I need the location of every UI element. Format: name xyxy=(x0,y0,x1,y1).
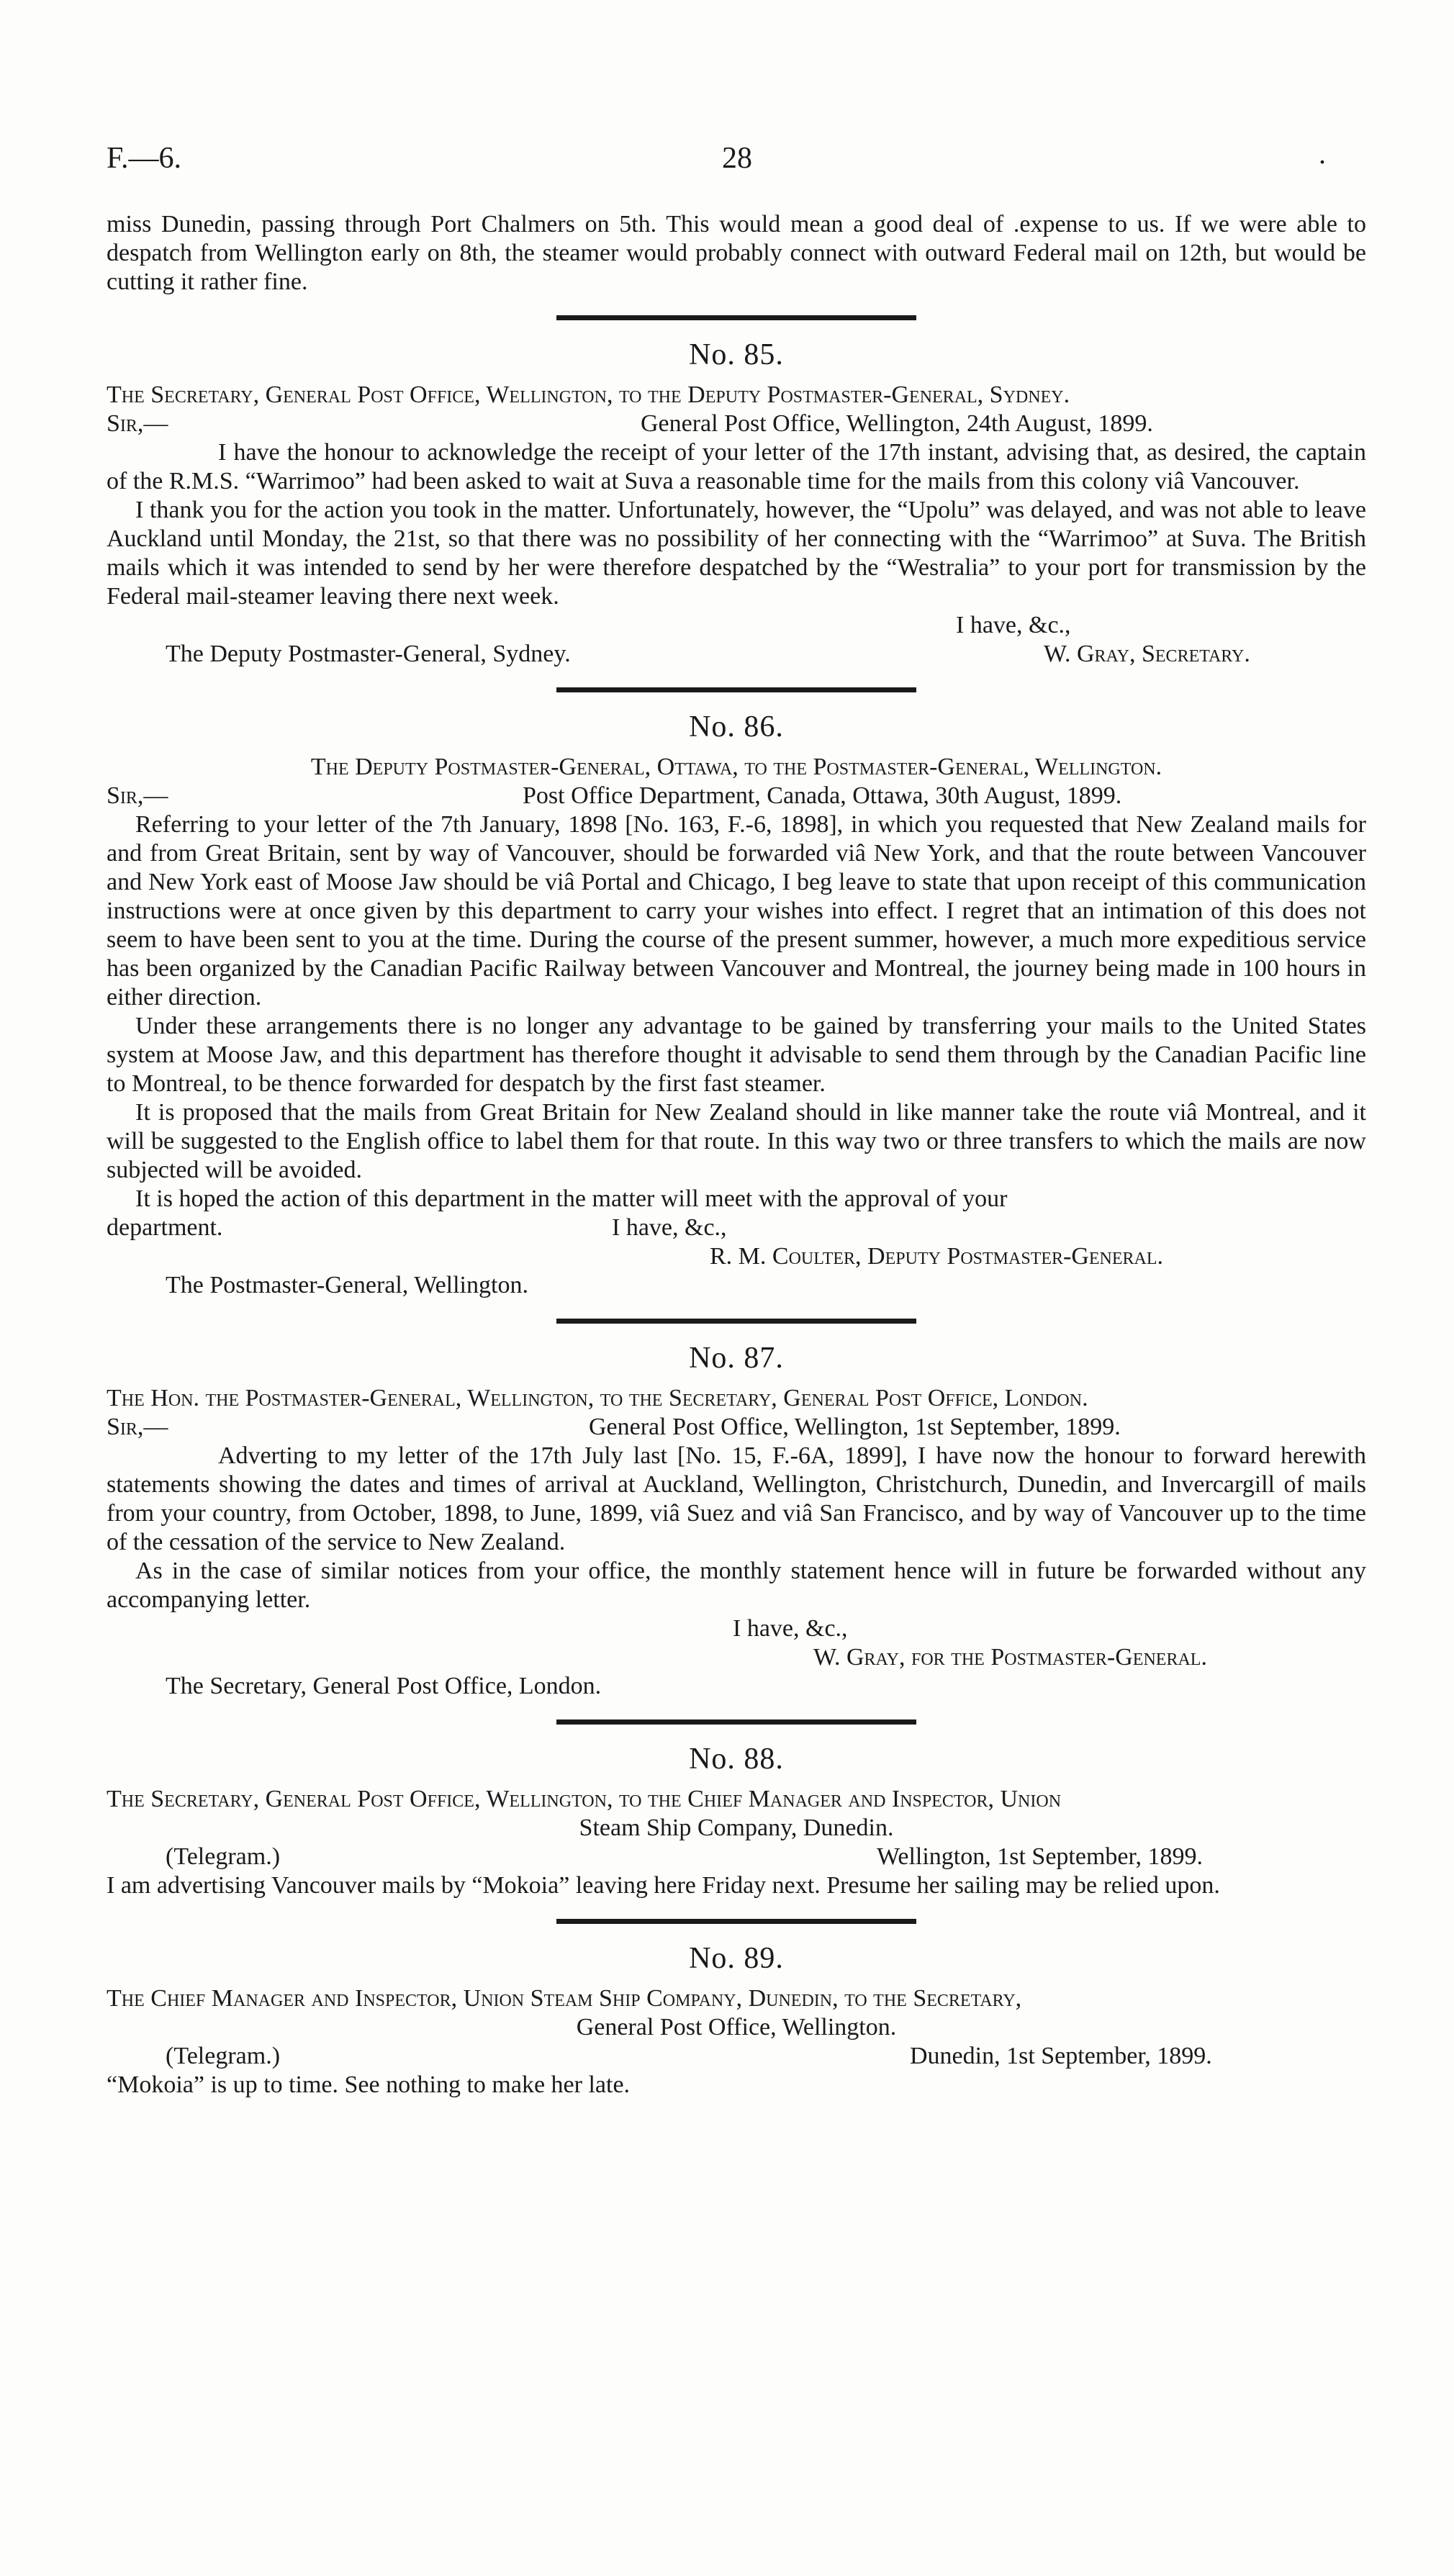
paragraph: Referring to your letter of the 7th January, 1898 [No. 163, F.-6, 1898], in which you requested that New Zealand mails for and from Great Britain, sent by way of Vancouver, should be forwarded viâ New York, and that the route between Vancouver and New York east of Moose Jaw should be viâ Portal and Chicago, I beg leave to state that upon receipt of this communication instructions were at once given by this department to carry your wishes into effect. I regret that an intimation of this does not seem to have been sent to you at the time. During the course of the present summer, however, a much more expeditious service has been organized by the Canadian Pacific Railway between Vancouver and Montreal, the journey being made in 100 hours in either direction. xyxy=(107,811,1366,1011)
telegram-body: I am advertising Vancouver mails by “Mokoia” leaving here Friday next. Presume her sailing may be relied upon. xyxy=(107,1872,1220,1899)
salutation-row xyxy=(107,1413,1366,1442)
letter-number: No. 85. xyxy=(689,338,784,371)
telegram-row xyxy=(107,1843,1366,1871)
recipient: The Secretary, General Post Office, London. xyxy=(166,1673,602,1699)
paragraph: It is hoped the action of this department in the matter will meet with the approval of your xyxy=(135,1185,1008,1212)
signature: W. Gray, for the Postmaster-General. xyxy=(813,1644,1207,1671)
place-date: General Post Office, Wellington, 1st September, 1899. xyxy=(589,1414,1121,1440)
letter-address: The Secretary, General Post Office, Wellington, to the Chief Manager and Inspector, Union xyxy=(107,1786,1062,1812)
closing: I have, &c., xyxy=(956,612,1071,638)
letter-87 xyxy=(107,1341,1366,1701)
telegram-88 xyxy=(107,1742,1366,1900)
letter-address: The Secretary, General Post Office, Wellington, to the Deputy Postmaster-General, Sydney. xyxy=(107,381,1070,408)
letter-number: No. 86. xyxy=(689,710,784,744)
letter-address: The Deputy Postmaster-General, Ottawa, to the Postmaster-General, Wellington. xyxy=(310,754,1162,780)
closing-row xyxy=(107,1214,1366,1242)
letter-address-line2: General Post Office, Wellington. xyxy=(576,2014,897,2041)
telegram-row xyxy=(107,2042,1366,2071)
signature: R. M. Coulter, Deputy Postmaster-General. xyxy=(710,1243,1164,1270)
place-date: Wellington, 1st September, 1899. xyxy=(877,1843,1203,1870)
closing: I have, &c., xyxy=(733,1615,848,1642)
page-body xyxy=(107,210,1366,2100)
paragraph-end: department. xyxy=(107,1214,223,1241)
stray-mark: . xyxy=(1319,137,1326,170)
letter-number: No. 87. xyxy=(689,1342,784,1375)
telegram-label: (Telegram.) xyxy=(166,1843,281,1870)
page-header xyxy=(107,137,1366,181)
section-divider xyxy=(556,1319,916,1324)
salutation-row xyxy=(107,410,1366,438)
place-date: General Post Office, Wellington, 24th August, 1899. xyxy=(641,410,1153,437)
telegram-body: “Mokoia” is up to time. See nothing to make her late. xyxy=(107,2071,631,2098)
closing-row xyxy=(107,611,1366,640)
paragraph: Adverting to my letter of the 17th July last [No. 15, F.-6A, 1899], I have now the honour to forward herewith statements showing the dates and times of arrival at Auckland, Wellington, Christchurch, Dunedin, and Invercargill of mails from your country, from October, 1898, to June, 1899, viâ Suez and viâ San Francisco, and by way of Vancouver up to the time of the cessation of the service to New Zealand. xyxy=(107,1442,1366,1555)
letter-85 xyxy=(107,338,1366,669)
telegram-label: (Telegram.) xyxy=(166,2043,281,2069)
signature-row xyxy=(107,1242,1366,1271)
closing: I have, &c., xyxy=(612,1214,727,1241)
salutation: Sir,— xyxy=(107,1414,168,1440)
recipient: The Deputy Postmaster-General, Sydney. xyxy=(166,641,571,667)
salutation-row xyxy=(107,782,1366,810)
signature: W. Gray, Secretary. xyxy=(1044,641,1250,667)
paragraph: I have the honour to acknowledge the receipt of your letter of the 17th instant, advising that, as desired, the captain of the R.M.S. “Warrimoo” had been asked to wait at Suva a reasonable time for the mails from this colony viâ Vancouver. xyxy=(107,439,1366,494)
document-reference: F.—6. xyxy=(107,142,181,175)
letter-number: No. 88. xyxy=(689,1743,784,1776)
salutation: Sir,— xyxy=(107,782,168,809)
paragraph: As in the case of similar notices from your office, the monthly statement hence will in future be forwarded without any accompanying letter. xyxy=(107,1558,1366,1613)
letter-86 xyxy=(107,710,1366,1300)
place-date: Post Office Department, Canada, Ottawa, 30th August, 1899. xyxy=(523,782,1122,809)
closing-row xyxy=(107,1614,1366,1643)
section-divider xyxy=(556,1919,916,1924)
letter-address: The Hon. the Postmaster-General, Wellington, to the Secretary, General Post Office, London. xyxy=(107,1385,1088,1411)
paragraph: It is proposed that the mails from Great Britain for New Zealand should in like manner take the route viâ Montreal, and it will be suggested to the English office to label them for that route. In this way two or three transfers to which the mails are now subjected will be avoided. xyxy=(107,1099,1366,1183)
paragraph: Under these arrangements there is no longer any advantage to be gained by transferring your mails to the United States system at Moose Jaw, and this department has therefore thought it advisable to send them through by the Canadian Pacific line to Montreal, to be thence forwarded for despatch by the first fast steamer. xyxy=(107,1013,1366,1097)
section-divider xyxy=(556,1719,916,1725)
letter-address: The Chief Manager and Inspector, Union Steam Ship Company, Dunedin, to the Secretary, xyxy=(107,1985,1022,2012)
telegram-89 xyxy=(107,1941,1366,2100)
recipient-row xyxy=(107,1271,1366,1300)
salutation: Sir,— xyxy=(107,410,168,437)
place-date: Dunedin, 1st September, 1899. xyxy=(910,2043,1212,2069)
recipient-row xyxy=(107,1672,1366,1701)
signature-row xyxy=(107,1643,1366,1672)
signature-row xyxy=(107,640,1366,669)
letter-address-line2: Steam Ship Company, Dunedin. xyxy=(579,1815,894,1841)
recipient: The Postmaster-General, Wellington. xyxy=(166,1272,528,1298)
intro-paragraph: miss Dunedin, passing through Port Chalmers on 5th. This would mean a good deal of .expense to us. If we were able to despatch from Wellington early on 8th, the steamer would probably connect with outward Federal mail on 12th, but would be cutting it rather fine. xyxy=(107,211,1366,295)
paragraph: I thank you for the action you took in the matter. Unfortunately, however, the “Upolu” was delayed, and was not able to leave Auckland until Monday, the 21st, so that there was no possibility of her connecting with the “Warrimoo” at Suva. The British mails which it was intended to send by her were therefore despatched by the “Westralia” to your port for transmission by the Federal mail-steamer leaving there next week. xyxy=(107,497,1366,610)
letter-number: No. 89. xyxy=(689,1942,784,1975)
section-divider xyxy=(556,687,916,692)
section-divider xyxy=(556,315,916,320)
page-number: 28 xyxy=(722,142,752,175)
